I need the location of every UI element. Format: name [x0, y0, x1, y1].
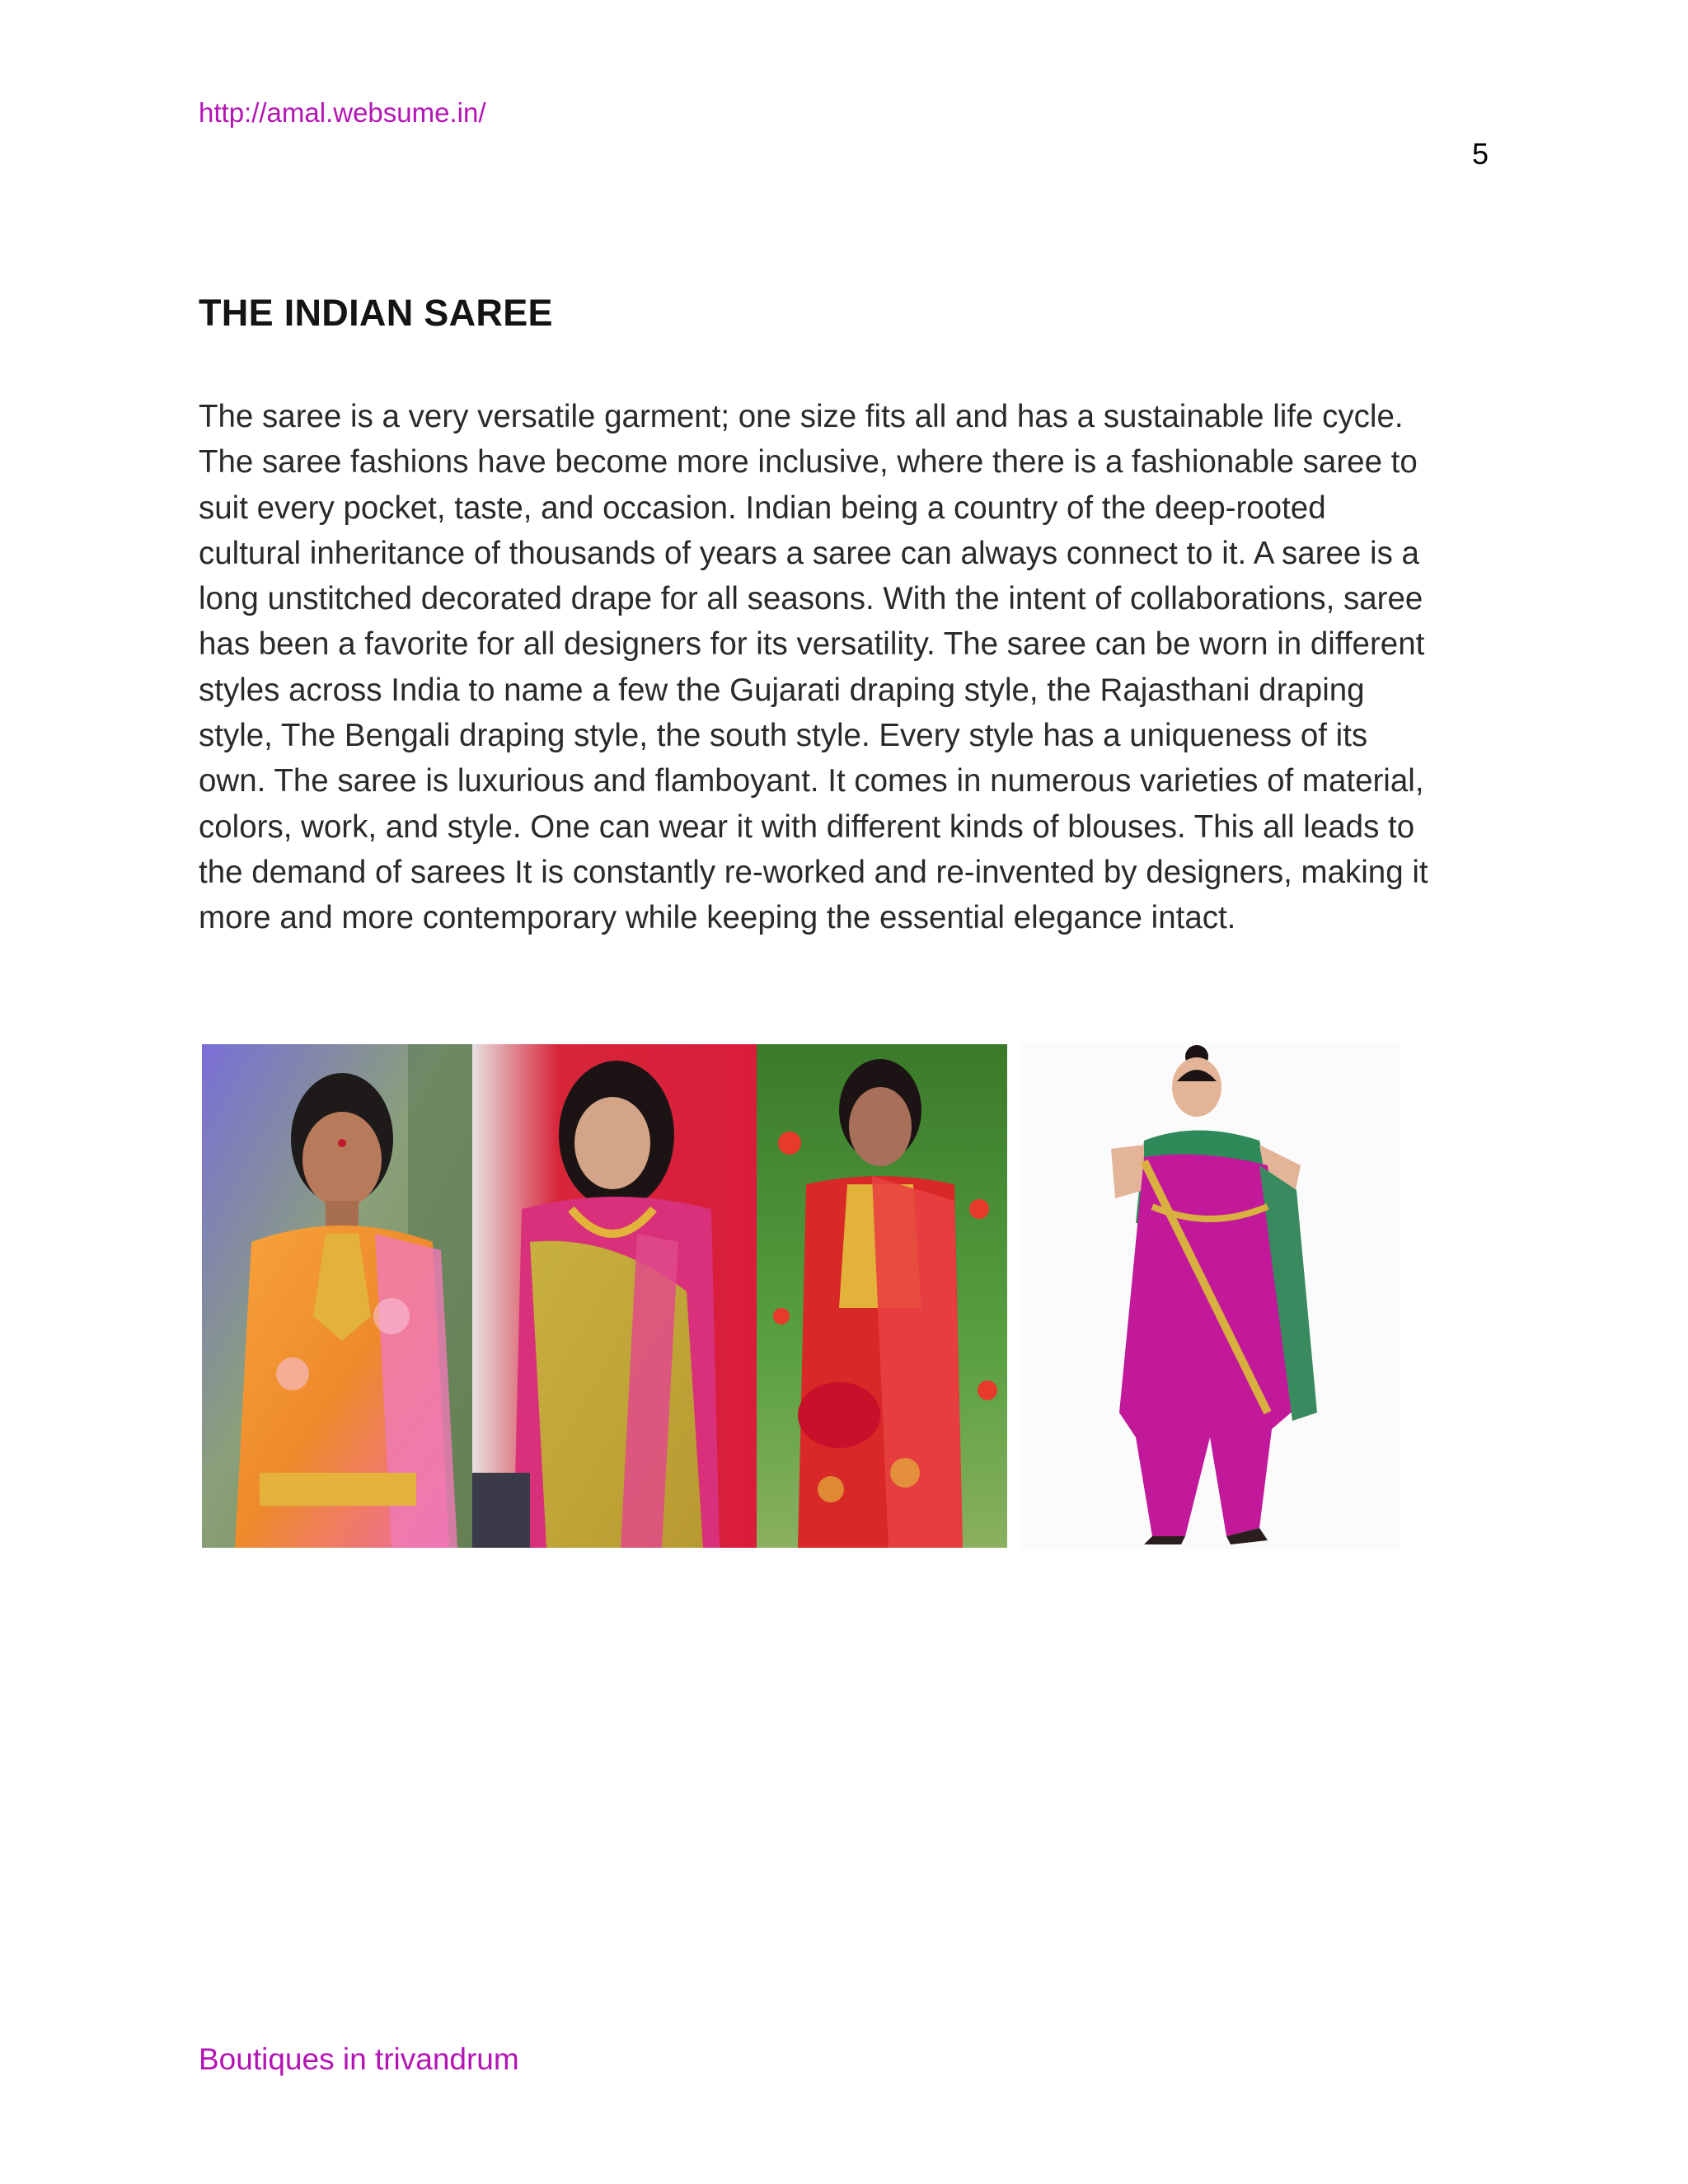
paragraph-line: more and more contemporary while keeping the essential elegance intact.: [199, 900, 1236, 936]
header-url-link[interactable]: http://amal.websume.in/: [199, 97, 486, 128]
photo-collage-icon: [472, 1044, 757, 1548]
photo-icon: [1020, 1042, 1400, 1549]
page-number: 5: [1471, 137, 1489, 171]
paragraph-line: The saree fashions have become more inclusive, where there is a fashionable saree to: [199, 444, 1418, 480]
paragraph-line: long unstitched decorated drape for all seasons. With the intent of collaborations, saree: [199, 581, 1423, 617]
paragraph-line: style, The Bengali draping style, the south style. Every style has a uniqueness of its: [199, 718, 1368, 754]
saree-photo-mustard: [472, 1044, 757, 1548]
paragraph-line: colors, work, and style. One can wear it with different kinds of blouses. This all leads to: [199, 808, 1415, 845]
photo-collage-icon: [757, 1044, 1007, 1548]
body-paragraph: [199, 394, 1517, 941]
paragraph-line: The saree is a very versatile garment; one size fits all and has a sustainable life cycle.: [199, 399, 1404, 434]
saree-photo-magenta: [1020, 1042, 1400, 1549]
photo-collage-icon: [202, 1044, 472, 1548]
paragraph-line: the demand of sarees It is constantly re-worked and re-invented by designers, making it: [199, 854, 1428, 890]
footer-boutiques-link[interactable]: Boutiques in trivandrum: [199, 2042, 519, 2076]
paragraph-line: cultural inheritance of thousands of years a saree can always connect to it. A saree is a: [199, 535, 1419, 571]
paragraph-line: has been a favorite for all designers for its versatility. The saree can be worn in different: [199, 626, 1425, 663]
paragraph-line: own. The saree is luxurious and flamboyant. It comes in numerous varieties of material,: [199, 763, 1424, 799]
page-title: THE INDIAN SAREE: [199, 292, 553, 334]
saree-photo-red: [757, 1044, 1007, 1548]
saree-collage-image: [202, 1044, 1007, 1548]
saree-photo-orange: [202, 1044, 472, 1548]
paragraph-line: styles across India to name a few the Gujarati draping style, the Rajasthani draping: [199, 672, 1365, 708]
paragraph-line: suit every pocket, taste, and occasion. Indian being a country of the deep-rooted: [199, 490, 1326, 526]
